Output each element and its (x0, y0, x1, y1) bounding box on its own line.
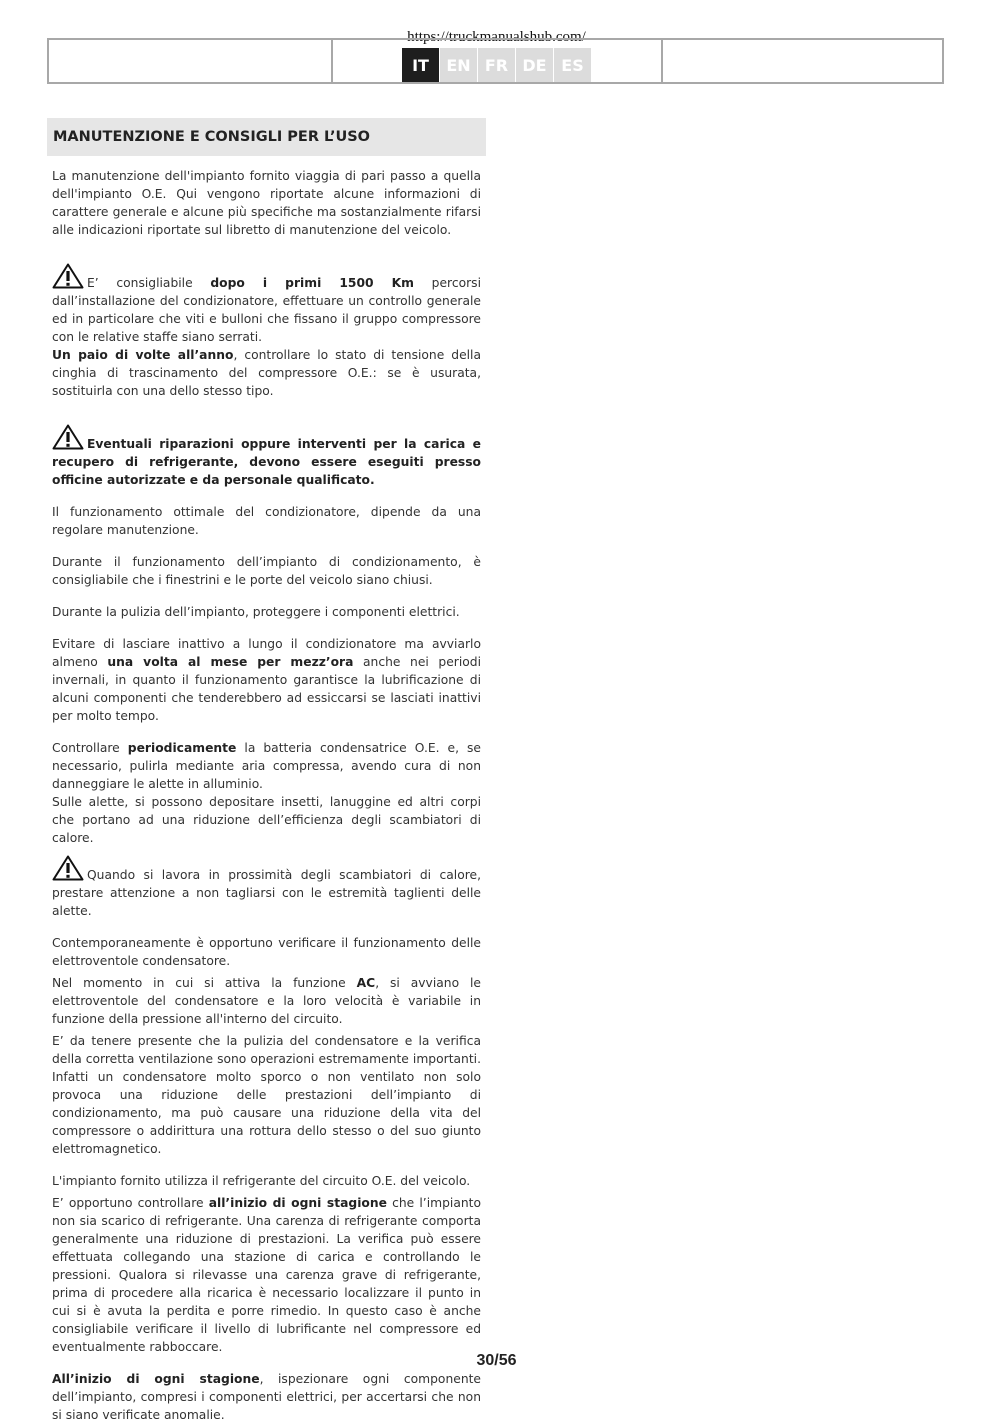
text: anche nei periodi invernali, in quanto il funzionamento garantisce la lubrificazione di alcuni componenti che tenderebbero ad essiccarsi se lasciati inattivi per molto tempo. (52, 655, 481, 723)
paragraph (52, 974, 481, 1028)
warning-triangle-icon (52, 855, 84, 881)
text-bold: una volta al mese per mezz’ora (107, 655, 354, 669)
paragraph: Durante il funzionamento dell’impianto di condizionamento, è consigliabile che i finestrini e le porte del veicolo siano chiusi. (52, 555, 481, 587)
text-bold: All’inizio di ogni stagione (52, 1372, 260, 1386)
text-bold: Eventuali riparazioni oppure interventi per la carica e recupero di refrigerante, devono essere eseguiti presso officine autorizzate e da personale qualificato. (52, 437, 481, 487)
text: percorsi dall’installazione del condizionatore, effettuare un controllo generale ed in particolare che viti e bulloni che fissano il gruppo compressore con le relative staffe siano serrati. (52, 276, 481, 344)
text: , si avviano le elettroventole del condensatore e la loro velocità è variabile in funzione della pressione all'interno del circuito. (52, 976, 481, 1026)
text: Evitare di lasciare inattivo a lungo il condizionatore ma avviarlo almeno (52, 637, 481, 669)
paragraph: Contemporaneamente è opportuno verificare il funzionamento delle elettroventole condensatore. (52, 936, 481, 968)
lang-tab-fr[interactable]: FR (478, 48, 515, 82)
lang-tab-es[interactable]: ES (554, 48, 591, 82)
header-cell-center (333, 40, 663, 82)
paragraph-warning (52, 424, 481, 489)
paragraph (52, 1370, 481, 1424)
text-bold: dopo i primi 1500 Km (210, 276, 414, 290)
text-bold: periodicamente (127, 741, 237, 755)
section-title: MANUTENZIONE E CONSIGLI PER L’USO (47, 118, 486, 156)
text: , controllare lo stato di tensione della cinghia di trascinamento del compressore O.E.: se è usurata, sostituirla con una dello stesso tipo. (52, 348, 482, 398)
language-selector (402, 48, 592, 82)
paragraph: La manutenzione dell'impianto fornito viaggia di pari passo a quella dell'impianto O.E. Qui vengono riportate alcune informazioni di carattere generale e alcune più specifiche ma sostanzialmente rifarsi alle indicazioni riportate sul libretto di manutenzione del veicolo. (52, 169, 481, 237)
header-cell-left (49, 40, 333, 82)
lang-tab-it[interactable]: IT (402, 48, 439, 82)
paragraph: E’ da tenere presente che la pulizia del condensatore e la verifica della corretta ventilazione sono operazioni estremamente importanti. Infatti un condensatore molto sporco o non ventilato non solo provoca una riduzione delle prestazioni dell’impianto di condizionamento, ma può causare una riduzione della vita del compressore o addirittura una rottura dello stesso o del suo giunto elettromagnetico. (52, 1034, 481, 1156)
source-url: https://truckmanualshub.com/ (407, 29, 586, 45)
text-bold: Un paio di volte all’anno (52, 348, 234, 362)
lang-tab-de[interactable]: DE (516, 48, 553, 82)
text: E’ opportuno controllare (52, 1196, 209, 1210)
text: che l’impianto non sia scarico di refrigerante. Una carenza di refrigerante comporta generalmente una riduzione di prestazioni. La verifica può essere effettuata collegando una stazione di carica e controllando le pressioni. Qualora si rilevasse una carenza grave di refrigerante, prima di procedere alla ricarica è necessario localizzare il punto in cui si è avuta la perdita e porre rimedio. In questo caso è anche consigliabile verificare il livello di lubrificante nel compressore ed eventualmente rabboccare. (52, 1196, 481, 1354)
paragraph (52, 739, 481, 793)
paragraph-warning (52, 855, 481, 920)
text-bold: AC (356, 976, 376, 990)
paragraph (52, 1194, 481, 1356)
text: la batteria condensatrice O.E. e, se necessario, pulirla mediante aria compressa, avendo cura di non danneggiare le alette in alluminio. (52, 741, 482, 791)
text: , ispezionare ogni componente dell’impianto, compresi i componenti elettrici, per accertarsi che non si siano verificate anomalie. (52, 1372, 481, 1422)
text-bold: all’inizio di ogni stagione (208, 1196, 387, 1210)
page-number: 30/56 (476, 1352, 517, 1369)
warning-triangle-icon (52, 263, 84, 289)
text: Controllare (52, 741, 128, 755)
paragraph (52, 346, 481, 400)
header-cell-right (663, 40, 942, 82)
text: E’ consigliabile (87, 276, 211, 290)
header-table (47, 38, 944, 84)
paragraph-warning (52, 263, 481, 346)
text: Quando si lavora in prossimità degli scambiatori di calore, prestare attenzione a non tagliarsi con le estremità taglienti delle alette. (52, 868, 481, 918)
paragraph: Sulle alette, si possono depositare insetti, lanuggine ed altri corpi che portano ad una riduzione dell’efficienza degli scambiatori di calore. (52, 795, 481, 845)
text: Nel momento in cui si attiva la funzione (52, 976, 357, 990)
warning-triangle-icon (52, 424, 84, 450)
paragraph: Il funzionamento ottimale del condizionatore, dipende da una regolare manutenzione. (52, 505, 481, 537)
paragraph: Durante la pulizia dell’impianto, proteggere i componenti elettrici. (52, 605, 460, 619)
document-body (52, 167, 481, 1424)
paragraph: L'impianto fornito utilizza il refrigerante del circuito O.E. del veicolo. (52, 1174, 471, 1188)
lang-tab-en[interactable]: EN (440, 48, 477, 82)
paragraph (52, 635, 481, 725)
